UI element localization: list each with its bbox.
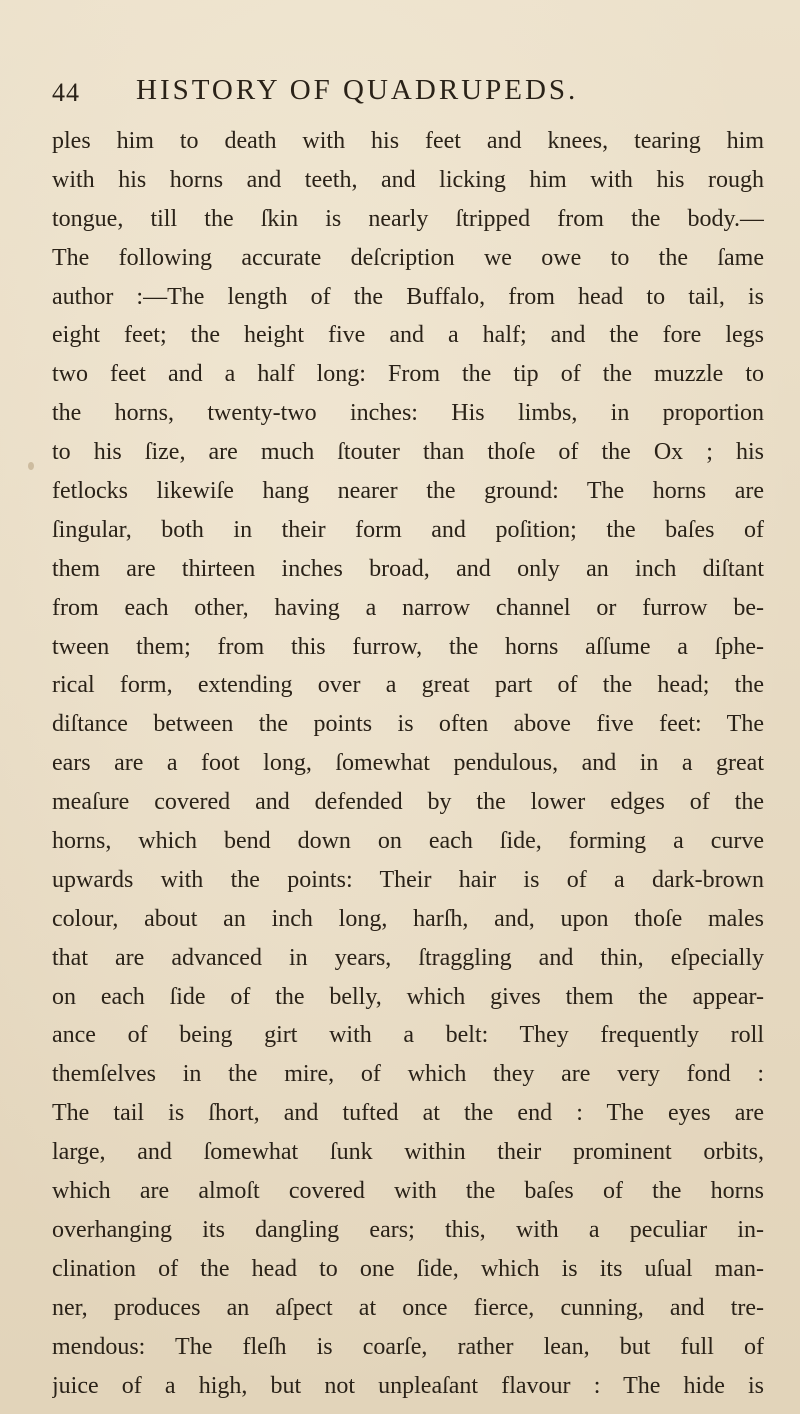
text-line: author :—The length of the Buffalo, from head to tail, is <box>52 283 764 310</box>
text-line: overhanging its dangling ears; this, with a peculiar in- <box>52 1216 764 1243</box>
text-line: The following accurate deſcription we owe to the ſame <box>52 244 764 271</box>
text-line: meaſure covered and defended by the lower edges of the <box>52 789 764 816</box>
text-line: ſingular, both in their form and poſition; the baſes of <box>52 516 764 543</box>
text-line: large, and ſomewhat ſunk within their prominent orbits, <box>52 1139 764 1166</box>
text-line: eight feet; the height five and a half; and the fore legs <box>52 322 764 349</box>
text-line: on each ſide of the belly, which gives them the appear- <box>52 983 764 1010</box>
text-line: the horns, twenty-two inches: His limbs, in proportion <box>52 400 764 427</box>
text-line: tween them; from this furrow, the horns aſſume a ſphe- <box>52 633 764 660</box>
text-line: from each other, having a narrow channel or furrow be- <box>52 594 764 621</box>
text-line: ner, produces an aſpect at once fierce, cunning, and tre- <box>52 1294 764 1321</box>
text-line: themſelves in the mire, of which they are very fond : <box>52 1061 764 1088</box>
text-line: that are advanced in years, ſtraggling and thin, eſpecially <box>52 944 764 971</box>
text-line: horns, which bend down on each ſide, forming a curve <box>52 828 764 855</box>
text-line: juice of a high, but not unpleaſant flavour : The hide is <box>52 1372 764 1399</box>
text-line: ears are a foot long, ſomewhat pendulous, and in a great <box>52 750 764 777</box>
text-line: The tail is ſhort, and tufted at the end : The eyes are <box>52 1100 764 1127</box>
text-line: tongue, till the ſkin is nearly ſtripped from the body.— <box>52 205 764 232</box>
page-number: 44 <box>52 78 80 107</box>
body-text <box>52 122 764 1405</box>
text-line: to his ſize, are much ſtouter than thoſe of the Ox ; his <box>52 439 764 466</box>
text-line: fetlocks likewiſe hang nearer the ground: The horns are <box>52 478 764 505</box>
text-line: clination of the head to one ſide, which is its uſual man- <box>52 1255 764 1282</box>
text-line: mendous: The fleſh is coarſe, rather lean, but full of <box>52 1333 764 1360</box>
running-head: HISTORY OF QUADRUPEDS. <box>136 74 579 106</box>
text-line: ance of being girt with a belt: They frequently roll <box>52 1022 764 1049</box>
text-line: colour, about an inch long, harſh, and, upon thoſe males <box>52 905 764 932</box>
text-line: upwards with the points: Their hair is of a dark-brown <box>52 866 764 893</box>
text-line: diſtance between the points is often above five feet: The <box>52 711 764 738</box>
page-header <box>0 72 800 112</box>
text-line: rical form, extending over a great part of the head; the <box>52 672 764 699</box>
text-line: ples him to death with his feet and knees, tearing him <box>52 128 764 154</box>
text-line: two feet and a half long: From the tip of the muzzle to <box>52 361 764 388</box>
text-line: with his horns and teeth, and licking him with his rough <box>52 166 764 193</box>
paper-fleck <box>28 462 34 470</box>
text-line: them are thirteen inches broad, and only an inch diſtant <box>52 555 764 582</box>
text-line: which are almoſt covered with the baſes of the horns <box>52 1178 764 1205</box>
